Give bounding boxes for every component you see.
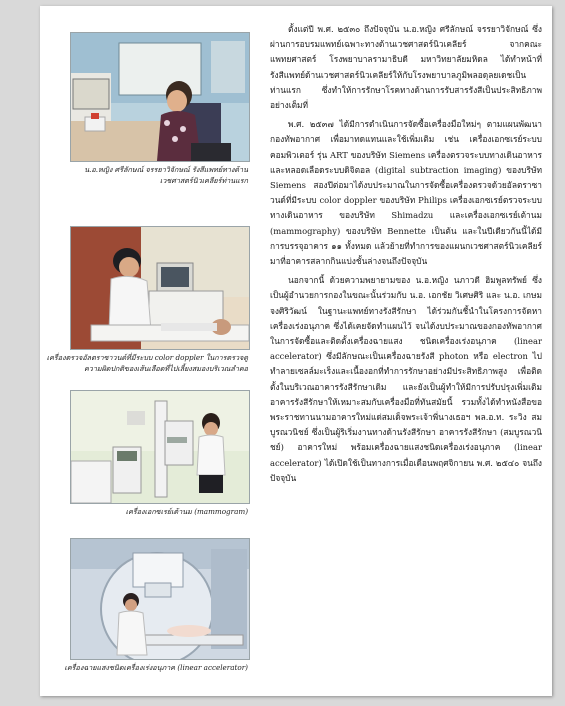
paragraph-1: ตั้งแต่ปี พ.ศ. ๒๕๓๐ ถึงปัจจุบัน น.อ.หญิง ศรีลักษณ์ จรรยาวิจักษณ์ ซึ่งผ่านการอบรมแพทย์เฉพาะทางด้านเวชศาสตร์นิวเคลียร์ จากคณะแพทยศาสตร์ โรงพยาบาลรามาธิบดี มหาวิทยาลัยมหิดล ได้ทำหน้าที่รังสีแพทย์ด้านเวชศาสตร์นิวเคลียร์ให้กับโรงพยาบาลภูมิพลอดุลยเดชเป็นท่านแรก ซึ่งทำให้การรักษาโรคทางด้านการรับสารรังสีเป็นประสิทธิภาพอย่างเต็มที่ (270, 24, 542, 111)
photo-linear-accelerator (70, 538, 250, 660)
caption-mammogram: เครื่องเอกซเรย์เต้านม (mammogram) (125, 507, 248, 516)
photo-ultrasound-room (70, 226, 250, 350)
document-page (40, 6, 552, 696)
caption-linear-accelerator: เครื่องฉายแสงชนิดเครื่องเร่งอนุภาค (linear accelerator) (64, 663, 248, 672)
photo-mammography (70, 390, 250, 504)
caption-ultrasound: เครื่องตรวจอัลตราซาวนด์ที่มีระบบ color doppler ในการตรวจดูความผิดปกติของเส้นเลือดที่ไปเลี้ยงสมองบริเวณลำคอ (46, 353, 248, 373)
paragraph-3: นอกจากนี้ ด้วยความพยายามของ น.อ.หญิง นภาวดี ฮิมพูลทรัพย์ ซึ่งเป็นผู้อำนวยการกองในขณะนั้นร่วมกับ น.อ. เอกชัย วิเศษศิริ และ น.อ. เกษม จงศิริวัฒน์ ในฐานะแพทย์ทางรังสีรักษา ได้ร่วมกันชี้นำในโครงการจัดหาเครื่องเร่งอนุภาค ซึ่งได้เคยจัดทำแผนไว้ จนได้งบประมาณของกองทัพอากาศในการจัดซื้อและติดตั้งเครื่องฉายแสง ชนิดเครื่องเร่งอนุภาค (linear accelerator) ซึ่งมีลักษณะเป็นเครื่องฉายรังสี photon หรือ electron ไปทำลายเซลล์มะเร็งและเนื้องอกที่ทำการรักษาอย่างมีประสิทธิภาพสูง เพื่อติดตั้งในบริเวณอาคารรังสีรักษาเดิม และยังเป็นผู้ทำให้มีการปรับปรุงเพิ่มเติมอาคารรังสีรักษาให้เหมาะสมกับเครื่องมือที่ทันสมัยนี้ รวมทั้งได้ทำหนังสือขอพระราชทานนามอาคารใหม่แด่สมเด็จพระเจ้าพี่นางเธอฯ พล.อ.ท. ระวิง สมบูรณวนิชย์ ซึ่งเป็นผู้ริเริ่มงานทางด้านรังสีรักษา อาคารรังสีรักษา (สมบูรณวนิชย์) อาคารใหม่ พร้อมเครื่องฉายแสงชนิดเครื่องเร่งอนุภาค (linear accelerator) ได้เปิดใช้เป็นทางการเมื่อเดือนพฤศจิกายน พ.ศ. ๒๕๔๐ จนถึงปัจจุบัน (270, 275, 542, 483)
caption-doctor: น.อ.หญิง ศรีลักษณ์ จรรยาวิจักษณ์ รังสีแพทย์ทางด้านเวชศาสตร์นิวเคลียร์ท่านแรก (84, 165, 248, 185)
photo-doctor-at-desk (70, 32, 250, 162)
body-text-column (270, 22, 542, 486)
paragraph-2: พ.ศ. ๒๕๓๗ ได้มีการดำเนินการจัดซื้อเครื่องมือใหม่ๆ ตามแผนพัฒนากองทัพอากาศ เพื่อมาทดแทนและใช้เพิ่มเติม เช่น เครื่องเอกซเรย์ระบบคอมพิวเตอร์ รุ่น ART ของบริษัท Siemens เครื่องตรวจระบบทางเดินอาหารและหลอดเลือดระบบดิจิตอล (digital subtraction imaging) ของบริษัท Siemens สองปีต่อมาได้งบประมาณในการจัดซื้อเครื่องตรวจด้วยอัลตราซาวนด์ที่มีระบบ color doppler ของบริษัท Philips เครื่องเอกซเรย์ตรวจระบบทางเดินอาหาร ของบริษัท Shimadzu และเครื่องเอกซเรย์เต้านม (mammography) ของบริษัท Bennette เป็นต้น และในปีเดียวกันนี้ได้มีการบรรจุอาคาร ๑๑ ทั้งหมด แล้วย้ายที่ทำการของแผนกเวชศาสตร์นิวเคลียร์มาที่อาคารสลากกินแบ่งชั้นล่างจนถึงปัจจุบัน (270, 119, 542, 267)
